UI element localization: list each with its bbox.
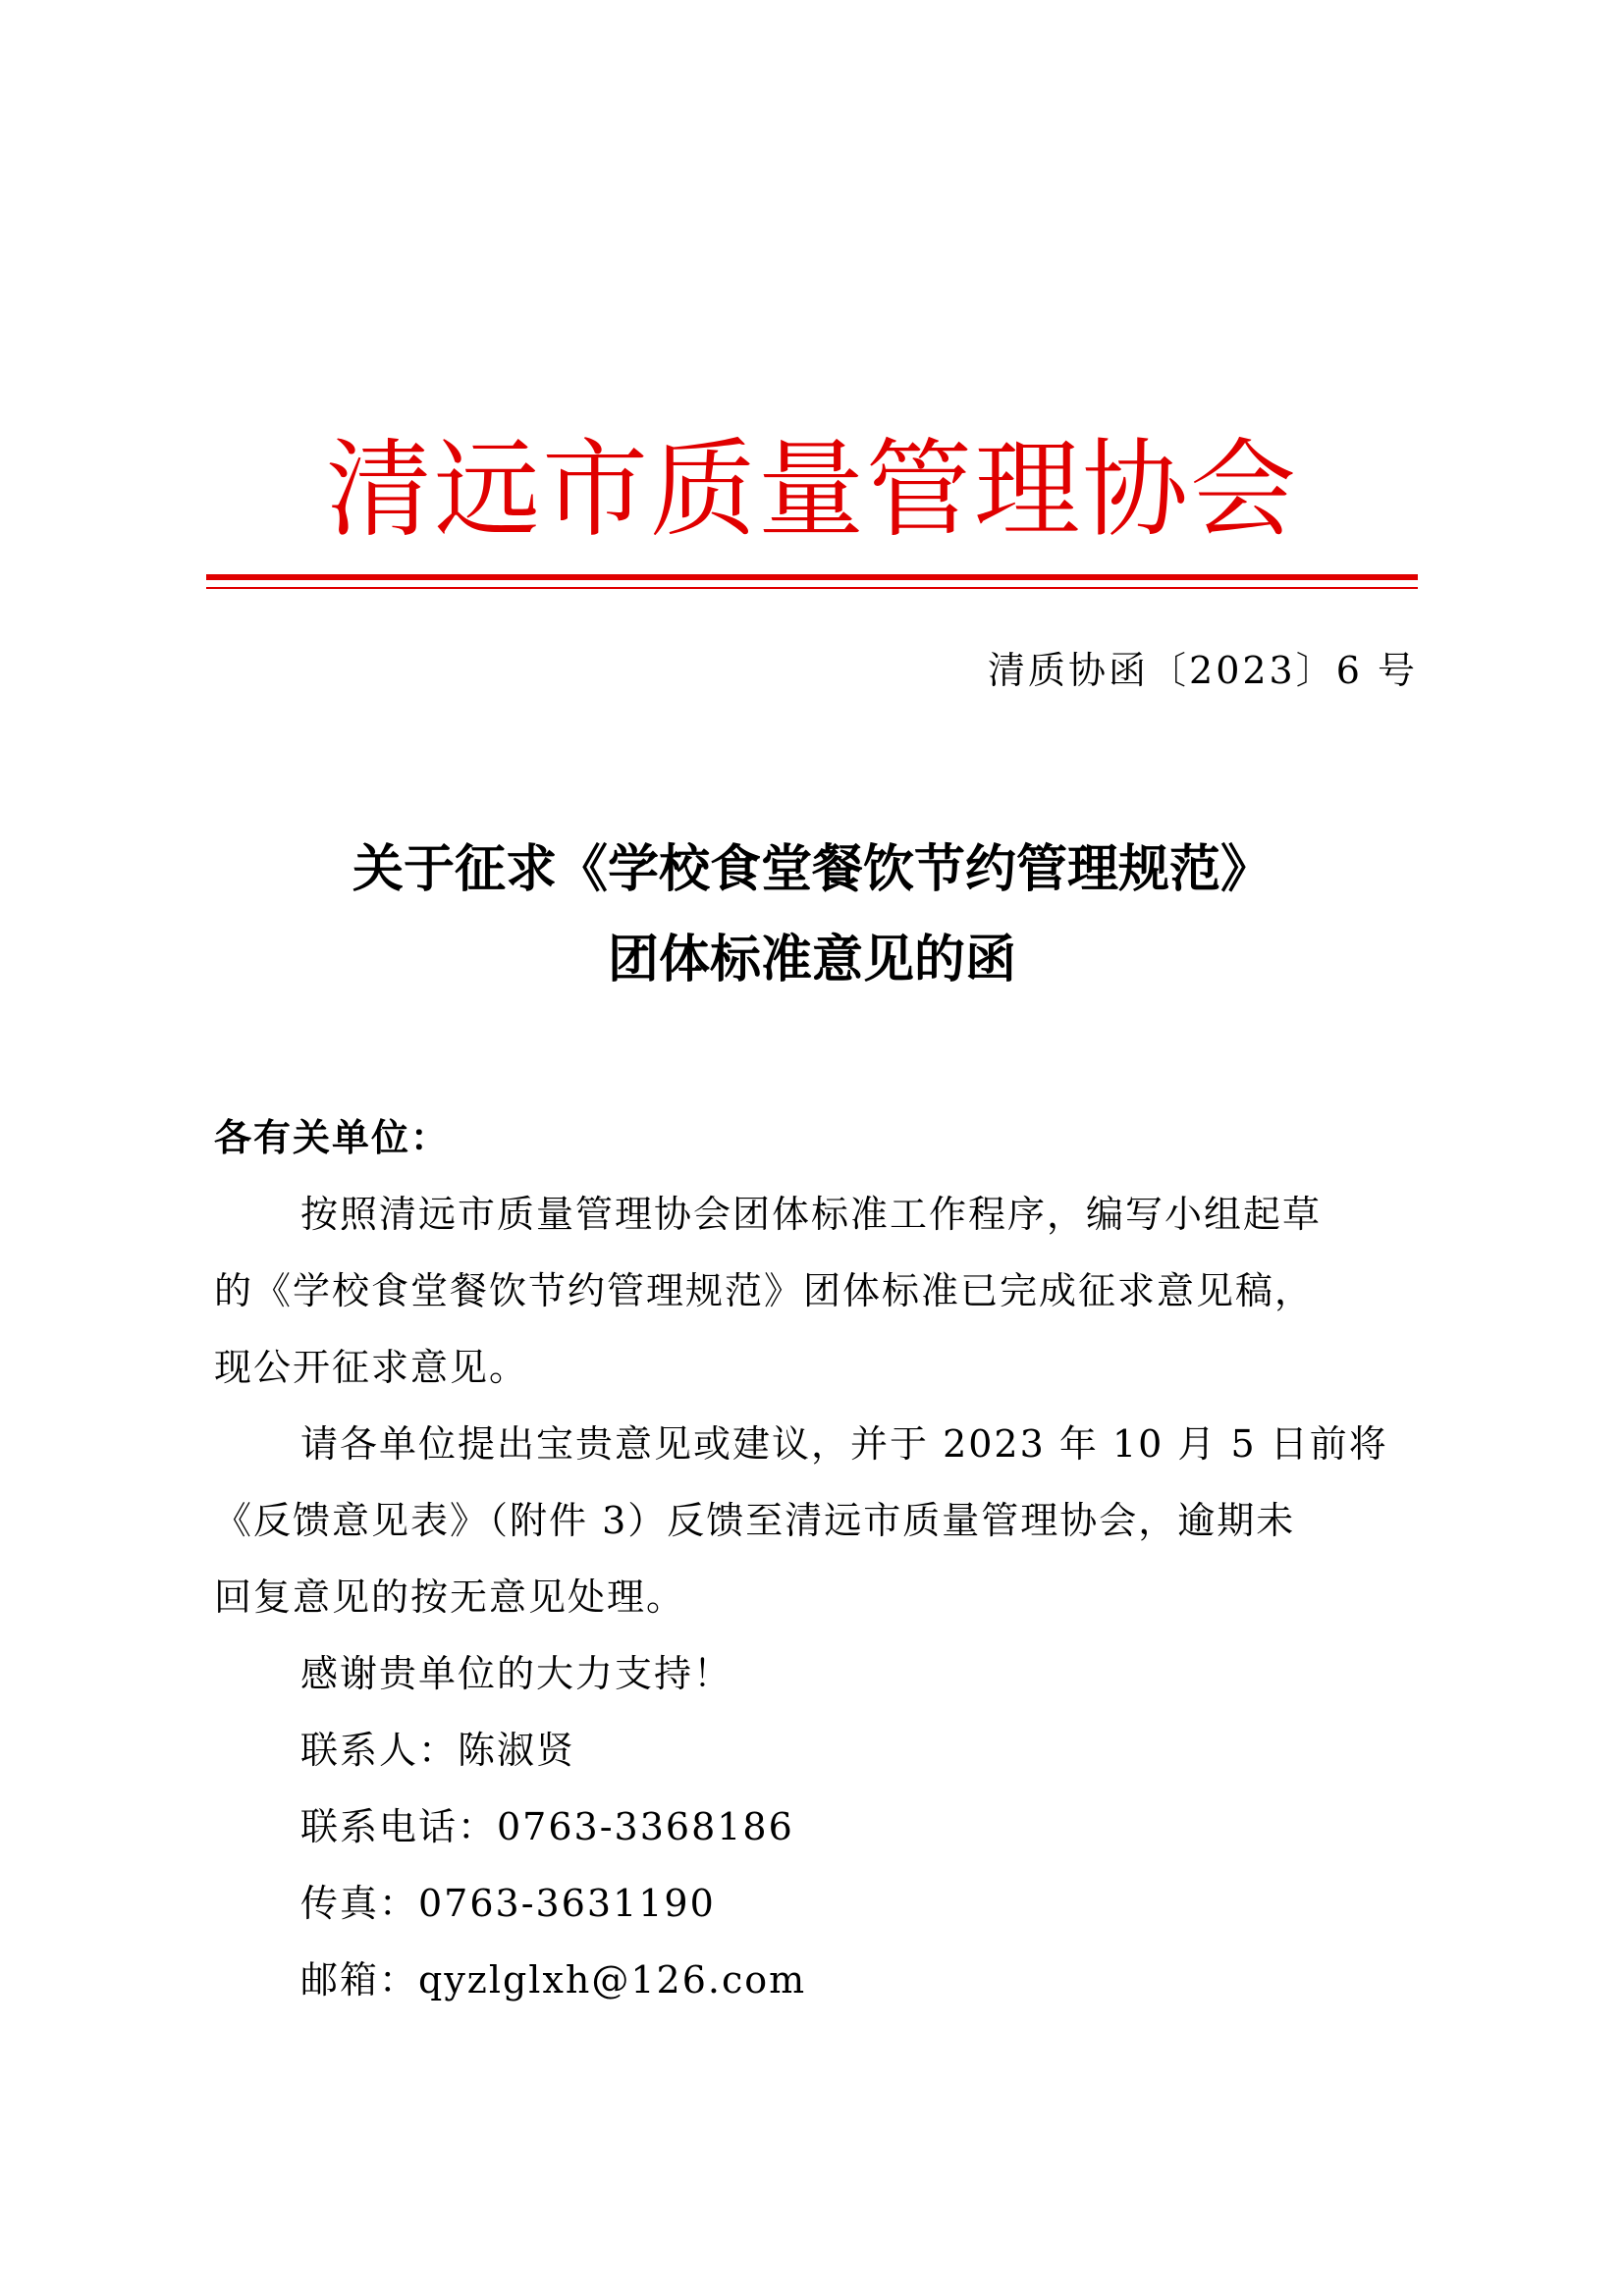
contact-fax: 传真：0763-3631190	[300, 1882, 716, 1925]
letterhead-rule-thick	[206, 574, 1418, 580]
letterhead-rule-thin	[206, 587, 1418, 589]
paragraph-1	[214, 1176, 1418, 1406]
paragraph-2-line-1: 请各单位提出宝贵意见或建议，并于 2023 年 10 月 5 日前将	[300, 1422, 1388, 1466]
letter-title	[206, 825, 1418, 1005]
contact-email: 邮箱：qyzlglxh@126.com	[300, 1958, 807, 2002]
letter-title-line-1: 关于征求《学校食堂餐饮节约管理规范》	[352, 840, 1272, 899]
paragraph-2-line-3: 回复意见的按无意见处理。	[214, 1575, 686, 1619]
letterhead-organization: 清远市质量管理协会	[325, 429, 1298, 552]
paragraph-2	[214, 1406, 1418, 1635]
paragraph-1-line-2: 的《学校食堂餐饮节约管理规范》团体标准已完成征求意见稿，	[214, 1269, 1315, 1312]
paragraph-1-line-3: 现公开征求意见。	[214, 1346, 529, 1389]
paragraph-2-line-2: 《反馈意见表》（附件 3）反馈至清远市质量管理协会，逾期未	[214, 1499, 1296, 1542]
salutation: 各有关单位：	[214, 1116, 451, 1159]
letter-title-line-2: 团体标准意见的函	[607, 931, 1016, 989]
contact-phone: 联系电话：0763-3368186	[300, 1805, 794, 1848]
contact-person: 联系人：陈淑贤	[300, 1729, 576, 1772]
paragraph-1-line-1: 按照清远市质量管理协会团体标准工作程序，编写小组起草	[300, 1193, 1323, 1236]
letter-body	[214, 1099, 1418, 2018]
document-number: 清质协函〔2023〕6 号	[988, 649, 1418, 692]
thanks-line: 感谢贵单位的大力支持！	[300, 1652, 733, 1695]
